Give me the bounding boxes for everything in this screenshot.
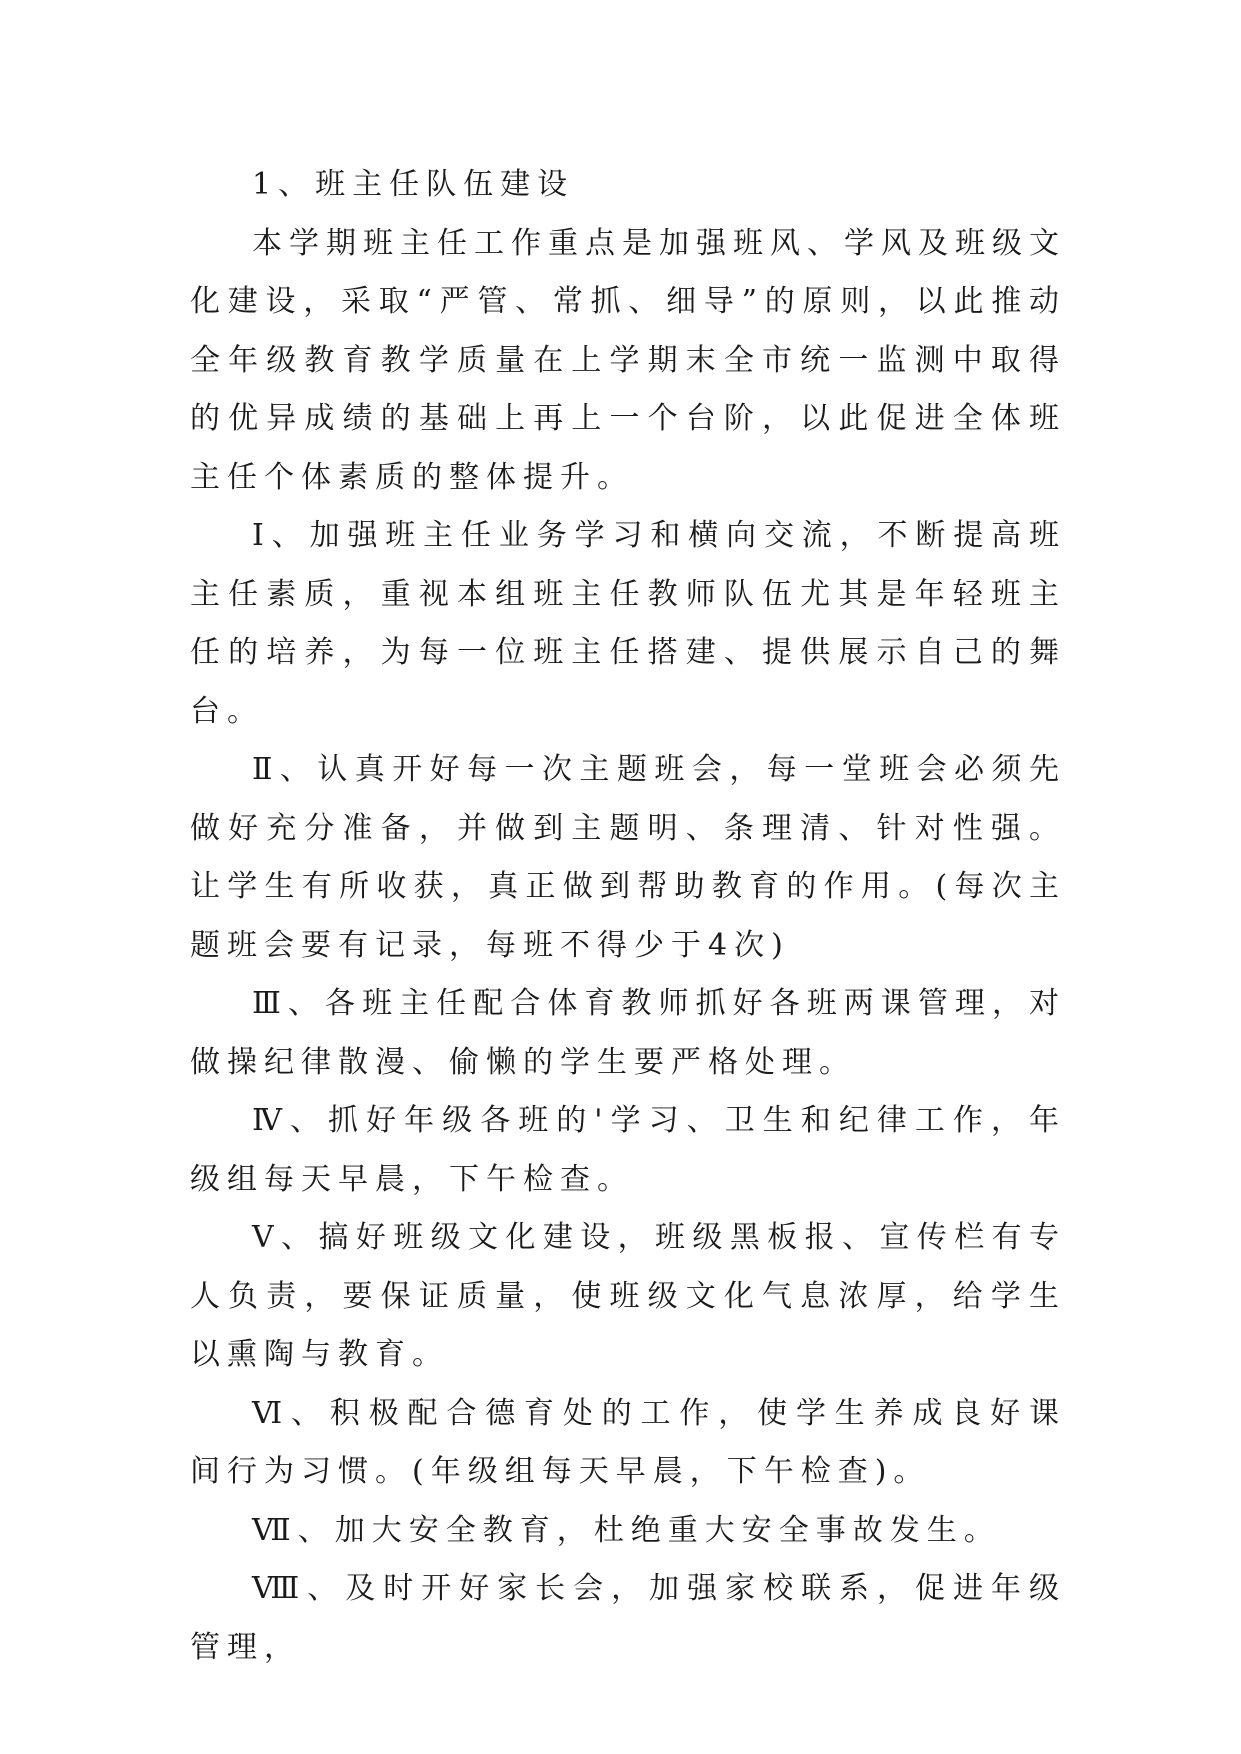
paragraph-intro: 本学期班主任工作重点是加强班风、学风及班级文化建设，采取“严管、常抓、细导”的原则，以此推动全年级教育教学质量在上学期末全市统一监测中取得的优异成绩的基础上再上一个台阶，以此促进全体班主任个体素质的整体提升。 — [190, 225, 1066, 495]
paragraph-item-8: Ⅷ、及时开好家长会，加强家校联系，促进年级管理， — [190, 1571, 1066, 1665]
paragraph-item-2: Ⅱ、认真开好每一次主题班会，每一堂班会必须先做好充分准备，并做到主题明、条理清、针对性强。让学生有所收获，真正做到帮助教育的作用。(每次主题班会要有记录，每班不得少于4次) — [190, 752, 1066, 963]
paragraph-item-5: Ⅴ、搞好班级文化建设，班级黑板报、宣传栏有专人负责，要保证质量，使班级文化气息浓厚，给学生以熏陶与教育。 — [190, 1220, 1066, 1372]
section-heading: 1、班主任队伍建设 — [252, 167, 575, 202]
paragraph-item-1: Ⅰ、加强班主任业务学习和横向交流，不断提高班主任素质，重视本组班主任教师队伍尤其是年轻班主任的培养，为每一位班主任搭建、提供展示自己的舞台。 — [190, 518, 1066, 729]
paragraph-item-6: Ⅵ、积极配合德育处的工作，使学生养成良好课间行为习惯。(年级组每天早晨，下午检查)。 — [190, 1395, 1066, 1489]
paragraph-item-7: Ⅶ、加大安全教育，杜绝重大安全事故发生。 — [252, 1512, 1001, 1548]
document-body — [190, 156, 1066, 1677]
paragraph-item-4: Ⅳ、抓好年级各班的'学习、卫生和纪律工作，年级组每天早晨，下午检查。 — [190, 1103, 1066, 1197]
paragraph-item-3: Ⅲ、各班主任配合体育教师抓好各班两课管理，对做操纪律散漫、偷懒的学生要严格处理。 — [190, 986, 1066, 1080]
